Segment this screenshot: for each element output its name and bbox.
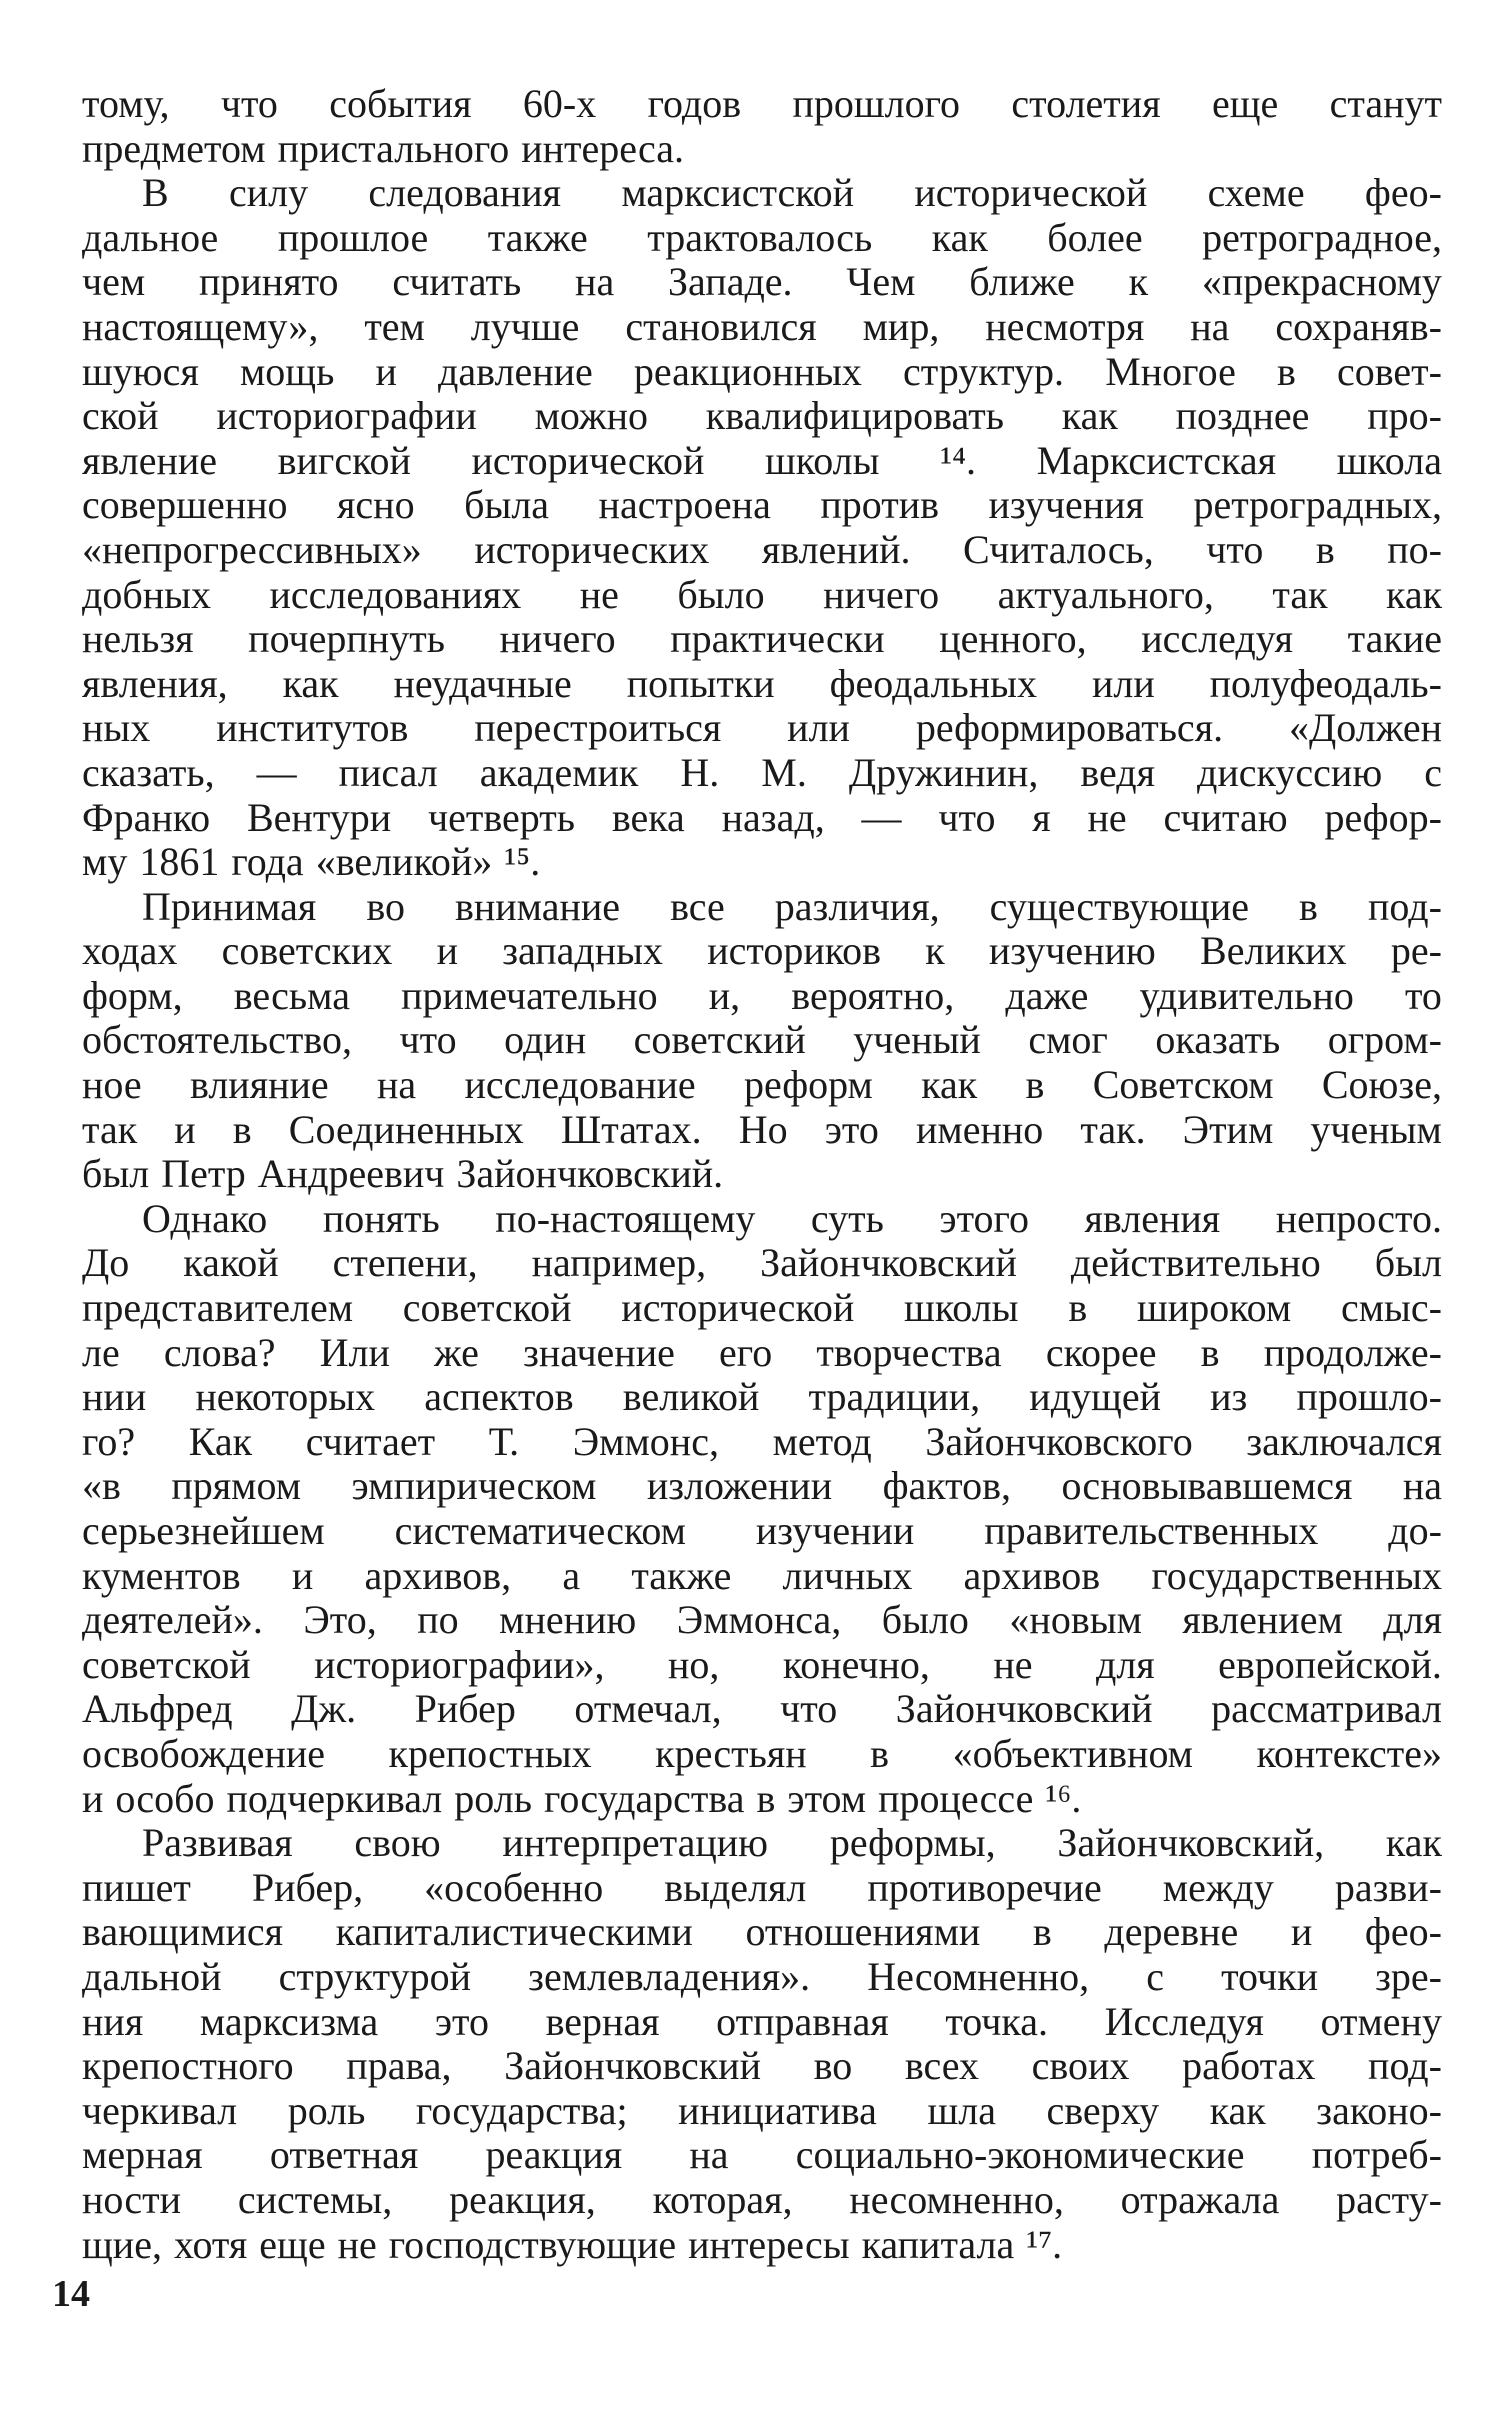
text-line: щие, хотя еще не господствующие интересы капитала ¹⁷. (82, 2221, 1063, 2267)
text-line: шуюся мощь и давление реакционных структур. Многое в совет- (82, 348, 1442, 394)
text-line: добных исследованиях не было ничего актуального, так как (82, 571, 1442, 617)
text-line: кументов и архивов, а также личных архивов государственных (82, 1552, 1442, 1598)
paragraph-5 (82, 1821, 1442, 2267)
text-line: нии некоторых аспектов великой традиции, идущей из прошло- (82, 1374, 1442, 1420)
text-line: серьезнейшем систематическом изучении правительственных до- (82, 1508, 1442, 1553)
text-line: ное влияние на исследование реформ как в Советском Союзе, (82, 1062, 1442, 1108)
text-line: вающимися капиталистическими отношениями в деревне и фео- (82, 1909, 1442, 1955)
text-line: ности системы, реакция, которая, несомненно, отражала расту- (82, 2176, 1442, 2222)
text-line: ской историографии можно квалифицировать как позднее про- (82, 393, 1442, 439)
paragraph-4 (82, 1197, 1442, 1821)
paragraph-3 (82, 885, 1442, 1197)
text-line: ходах советских и западных историков к изучению Великих ре- (82, 928, 1442, 974)
text-line: ле слова? Или же значение его творчества скорее в продолже- (82, 1329, 1442, 1375)
text-line: советской историографии», но, конечно, не для европейской. (82, 1641, 1442, 1687)
text-line: мерная ответная реакция на социально-экономические потреб- (82, 2132, 1442, 2178)
text-line: Франко Вентури четверть века назад, — что я не считаю рефор- (82, 794, 1442, 840)
text-line: явления, как неудачные попытки феодальных или полуфеодаль- (82, 660, 1442, 706)
text-line: му 1861 года «великой» ¹⁵. (82, 839, 541, 885)
text-line: ных институтов перестроиться или реформироваться. «Должен (82, 705, 1442, 751)
text-line: форм, весьма примечательно и, вероятно, даже удивительно то (82, 972, 1442, 1018)
text-line: Однако понять по-настоящему суть этого явления непросто. (142, 1195, 1442, 1241)
paragraph-1 (82, 82, 1442, 171)
text-line: дальное прошлое также трактовалось как более ретроградное, (82, 214, 1442, 260)
text-line: дальной структурой землевладения». Несомненно, с точки зре- (82, 1953, 1442, 1999)
paragraph-2 (82, 171, 1442, 885)
text-line: черкивал роль государства; инициатива шла сверху как законо- (82, 2087, 1442, 2133)
text-line: так и в Соединенных Штатах. Но это именно так. Этим ученым (82, 1106, 1442, 1152)
text-line: Принимая во внимание все различия, существующие в под- (142, 883, 1442, 929)
text-line: «в прямом эмпирическом изложении фактов, основывавшемся на (82, 1463, 1442, 1509)
text-line: «непрогрессивных» исторических явлений. Считалось, что в по- (82, 526, 1442, 572)
text-line: настоящему», тем лучше становился мир, несмотря на сохраняв- (82, 303, 1442, 349)
text-line: В силу следования марксистской исторической схеме фео- (142, 170, 1442, 216)
text-line: сказать, — писал академик Н. М. Дружинин, ведя дискуссию с (82, 749, 1442, 795)
text-line: Альфред Дж. Рибер отмечал, что Зайончковский рассматривал (82, 1686, 1442, 1732)
text-line: тому, что события 60-х годов прошлого столетия еще станут (82, 81, 1442, 126)
text-line: пишет Рибер, «особенно выделял противоречие между разви- (82, 1864, 1442, 1910)
text-line: крепостного права, Зайончковский во всех своих работах под- (82, 2043, 1442, 2089)
text-line: До какой степени, например, Зайончковский действительно был (82, 1240, 1442, 1286)
text-line: явление вигской исторической школы ¹⁴. Марксистская школа (82, 437, 1442, 483)
text-line: обстоятельство, что один советский ученый смог оказать огром- (82, 1017, 1442, 1063)
page-number: 14 (52, 2273, 90, 2315)
text-line: совершенно ясно была настроена против изучения ретроградных, (82, 482, 1442, 528)
text-line: ния марксизма это верная отправная точка. Исследуя отмену (82, 1998, 1442, 2044)
page-body (82, 82, 1442, 2267)
text-line: Развивая свою интерпретацию реформы, Зайончковский, как (142, 1820, 1442, 1866)
text-line: был Петр Андреевич Зайончковский. (82, 1151, 724, 1197)
text-line: чем принято считать на Западе. Чем ближе к «прекрасному (82, 259, 1442, 305)
text-line: деятелей». Это, по мнению Эммонса, было «новым явлением для (82, 1597, 1442, 1643)
text-line: го? Как считает Т. Эммонс, метод Зайончковского заключался (82, 1418, 1442, 1464)
text-line: представителем советской исторической школы в широком смыс- (82, 1285, 1442, 1331)
text-line: предметом пристального интереса. (82, 125, 685, 171)
text-line: освобождение крепостных крестьян в «объективном контексте» (82, 1730, 1442, 1776)
text-line: и особо подчеркивал роль государства в этом процессе ¹⁶. (82, 1775, 1082, 1821)
text-line: нельзя почерпнуть ничего практически ценного, исследуя такие (82, 616, 1442, 662)
